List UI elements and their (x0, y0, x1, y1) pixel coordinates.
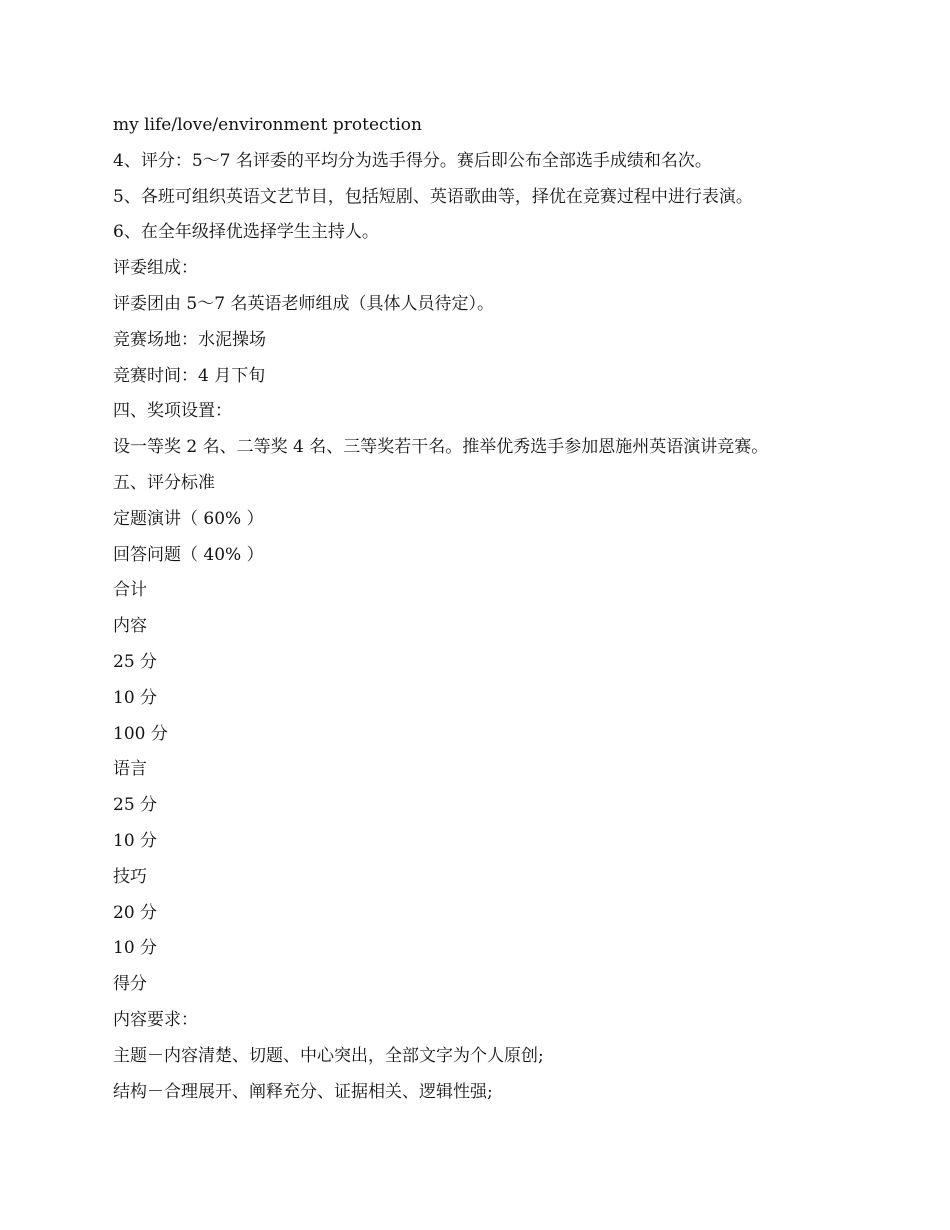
rule-scoring-line: 4、评分：5～7 名评委的平均分为选手得分。赛后即公布全部选手成绩和名次。 (113, 150, 712, 171)
criteria-skill-label: 技巧 (113, 866, 147, 887)
requirement-structure-line: 结构－合理展开、阐释充分、证据相关、逻辑性强; (113, 1081, 493, 1102)
criteria-total-score: 100 分 (113, 723, 168, 744)
criteria-total-label: 合计 (113, 580, 147, 601)
rule-performance-line: 5、各班可组织英语文艺节目，包括短剧、英语歌曲等，择优在竞赛过程中进行表演。 (113, 186, 753, 207)
criteria-speech-label: 定题演讲（ 60% ） (113, 508, 264, 529)
criteria-skill-qa-score: 10 分 (113, 938, 158, 959)
criteria-content-speech-score: 25 分 (113, 651, 158, 672)
judges-heading: 评委组成： (113, 258, 198, 279)
time-line: 竞赛时间：4 月下旬 (113, 365, 266, 386)
document-body (113, 108, 873, 1110)
criteria-heading: 五、评分标准 (113, 472, 215, 493)
content-requirements-heading: 内容要求： (113, 1009, 198, 1030)
awards-heading: 四、奖项设置： (113, 401, 232, 422)
judges-description: 评委团由 5～7 名英语老师组成（具体人员待定）。 (113, 293, 494, 314)
criteria-content-qa-score: 10 分 (113, 687, 158, 708)
criteria-score-label: 得分 (113, 974, 147, 995)
criteria-language-label: 语言 (113, 759, 147, 780)
awards-description: 设一等奖 2 名、二等奖 4 名、三等奖若干名。推举优秀选手参加恩施州英语演讲竞赛。 (113, 437, 769, 458)
criteria-language-qa-score: 10 分 (113, 830, 158, 851)
requirement-theme-line: 主题－内容清楚、切题、中心突出，全部文字为个人原创; (113, 1045, 544, 1066)
topic-list-line: my life/love/environment protection (113, 115, 422, 135)
criteria-skill-speech-score: 20 分 (113, 902, 158, 923)
venue-line: 竞赛场地：水泥操场 (113, 329, 266, 350)
criteria-language-speech-score: 25 分 (113, 795, 158, 816)
rule-host-line: 6、在全年级择优选择学生主持人。 (113, 222, 379, 243)
criteria-qa-label: 回答问题（ 40% ） (113, 544, 264, 565)
criteria-content-label: 内容 (113, 616, 147, 637)
